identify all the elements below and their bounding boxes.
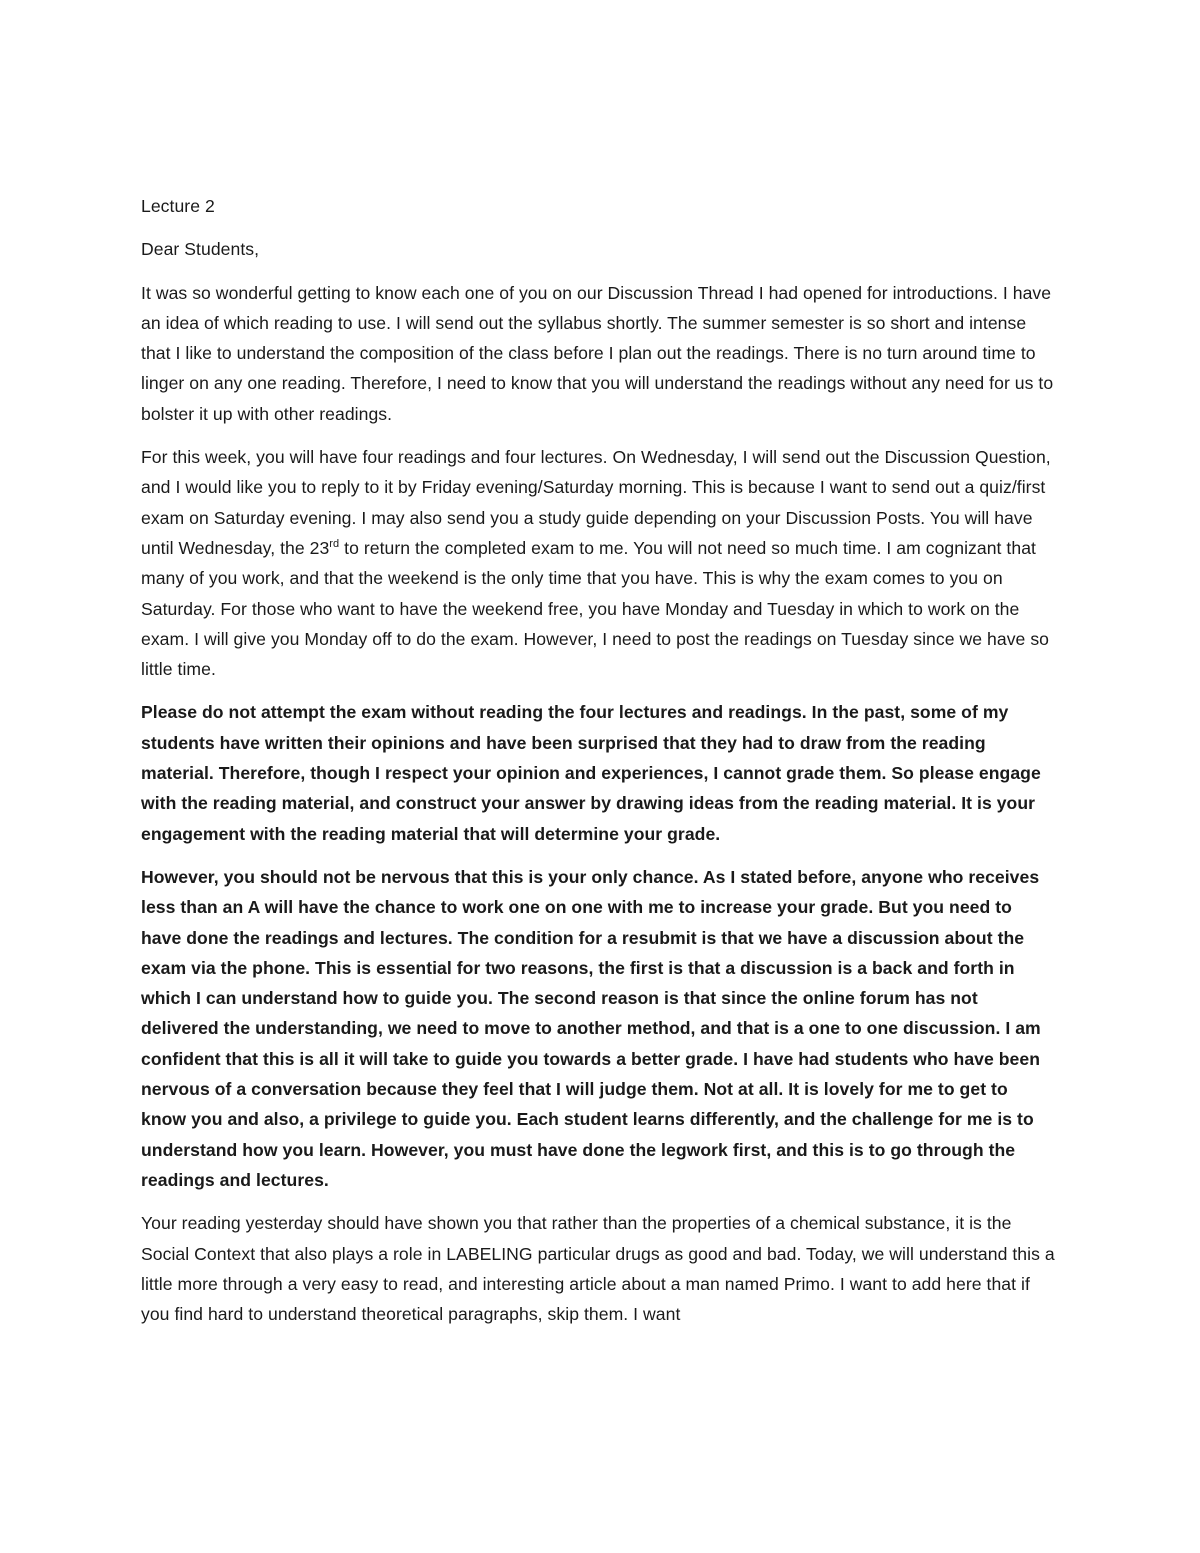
paragraph-schedule-part2: to return the completed exam to me. You will not need so much time. I am cognizant that many of you work, and that the weekend is the only time that you have. This is why the exam comes to you on Saturday. For those who want to have the weekend free, you have Monday and Tuesday in which to work on the exam. I will give you Monday off to do the exam. However, I need to post the readings on Tuesday since we have so little time. xyxy=(141,537,1050,680)
paragraph-social-context: Your reading yesterday should have shown you that rather than the properties of a chemical substance, it is the Social Context that also plays a role in LABELING particular drugs as good and bad. Today, we will understand this a little more through a very easy to read, and interesting article about a man named Primo. I want to add here that if you find hard to understand theoretical paragraphs, skip them. I want xyxy=(141,1213,1055,1325)
paragraph-schedule xyxy=(141,442,1056,684)
document-body xyxy=(141,191,1056,1342)
paragraph-exam-warning: Please do not attempt the exam without reading the four lectures and readings. In the past, some of my students have written their opinions and have been surprised that they had to draw from the reading material. Therefore, though I respect your opinion and experiences, I cannot grade them. So please engage with the reading material, and construct your answer by drawing ideas from the reading material. It is your engagement with the reading material that will determine your grade. xyxy=(141,702,1041,844)
ordinal-suffix: rd xyxy=(329,538,340,551)
lecture-title: Lecture 2 xyxy=(141,196,215,216)
salutation: Dear Students, xyxy=(141,239,260,260)
paragraph-schedule-part1: For this week, you will have four readings and four lectures. On Wednesday, I will send out the Discussion Question, and I would like you to reply to it by Friday evening/Saturday morning. This is because I want to send out a quiz/first exam on Saturday evening. I may also send you a study guide depending on your Discussion Posts. You will have until Wednesday, the 23 xyxy=(141,447,1051,558)
paragraph-resubmit-policy: However, you should not be nervous that this is your only chance. As I stated before, anyone who receives less than an A will have the chance to work one on one with me to increase your grade. But you need to have done the readings and lectures. The condition for a resubmit is that we have a discussion about the exam via the phone. This is essential for two reasons, the first is that a discussion is a back and forth in which I can understand how to guide you. The second reason is that since the online forum has not delivered the understanding, we need to move to another method, and that is a one to one discussion. I am confident that this is all it will take to guide you towards a better grade. I have had students who have been nervous of a conversation because they feel that I will judge them. Not at all. It is lovely for me to get to know you and also, a privilege to guide you. Each student learns differently, and the challenge for me is to understand how you learn. However, you must have done the legwork first, and this is to go through the readings and lectures. xyxy=(141,866,1041,1190)
paragraph-introductions: It was so wonderful getting to know each one of you on our Discussion Thread I had opened for introductions. I have an idea of which reading to use. I will send out the syllabus shortly. The summer semester is so short and intense that I like to understand the composition of the class before I plan out the readings. There is no turn around time to linger on any one reading. Therefore, I need to know that you will understand the readings without any need for us to bolster it up with other readings. xyxy=(141,282,1054,424)
